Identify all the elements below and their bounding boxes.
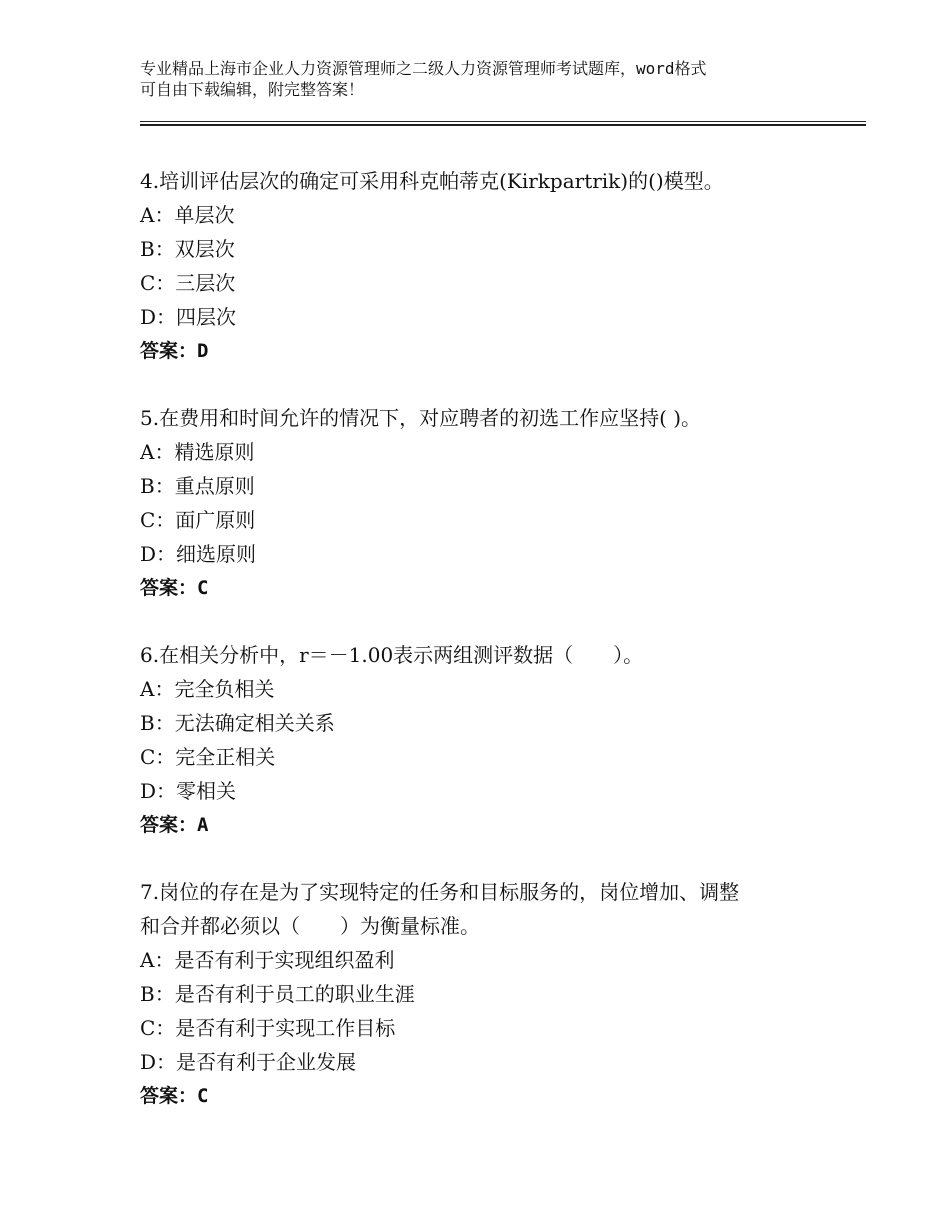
question-6: [140, 638, 840, 842]
option-a: A：单层次: [140, 203, 235, 227]
divider-line: [140, 124, 866, 126]
document-header: [140, 58, 820, 100]
question-stem: 4.培训评估层次的确定可采用科克帕蒂克(Kirkpartrik)的()模型。: [140, 169, 724, 193]
option-d: D：四层次: [140, 305, 237, 329]
answer-row: [140, 1079, 840, 1113]
answer-value: D: [197, 340, 209, 362]
question-4: [140, 164, 840, 368]
question-stem-continued: 和合并都必须以（ ）为衡量标准。: [140, 914, 480, 938]
option-b: B：双层次: [140, 237, 235, 261]
option-a: A：完全负相关: [140, 677, 275, 701]
option-d: D：细选原则: [140, 542, 257, 566]
question-stem: 5.在费用和时间允许的情况下，对应聘者的初选工作应坚持( )。: [140, 406, 702, 430]
header-divider: [140, 121, 866, 128]
option-d: D：零相关: [140, 779, 237, 803]
header-line-2: 可自由下载编辑，附完整答案！: [140, 80, 365, 99]
question-list: [140, 164, 840, 1146]
question-stem: 6.在相关分析中，r＝－1.00表示两组测评数据（ ）。: [140, 643, 644, 667]
question-5: [140, 401, 840, 605]
option-c: C：面广原则: [140, 508, 256, 532]
answer-row: [140, 571, 840, 605]
answer-row: [140, 334, 840, 368]
answer-label: 答案：: [140, 814, 198, 836]
header-line-1: 专业精品上海市企业人力资源管理师之二级人力资源管理师考试题库，word格式: [140, 59, 707, 78]
answer-value: A: [197, 814, 209, 836]
option-b: B：重点原则: [140, 474, 255, 498]
answer-value: C: [197, 1085, 209, 1107]
answer-label: 答案：: [140, 577, 198, 599]
option-c: C：三层次: [140, 271, 236, 295]
question-7: [140, 875, 840, 1113]
answer-label: 答案：: [140, 340, 198, 362]
divider-line: [140, 121, 866, 122]
answer-row: [140, 808, 840, 842]
option-a: A：精选原则: [140, 440, 255, 464]
question-stem: 7.岗位的存在是为了实现特定的任务和目标服务的，岗位增加、调整: [140, 880, 740, 904]
option-b: B：无法确定相关关系: [140, 711, 335, 735]
option-c: C：是否有利于实现工作目标: [140, 1016, 396, 1040]
answer-value: C: [197, 577, 209, 599]
answer-label: 答案：: [140, 1085, 198, 1107]
option-b: B：是否有利于员工的职业生涯: [140, 982, 415, 1006]
option-a: A：是否有利于实现组织盈利: [140, 948, 395, 972]
option-d: D：是否有利于企业发展: [140, 1050, 357, 1074]
option-c: C：完全正相关: [140, 745, 276, 769]
